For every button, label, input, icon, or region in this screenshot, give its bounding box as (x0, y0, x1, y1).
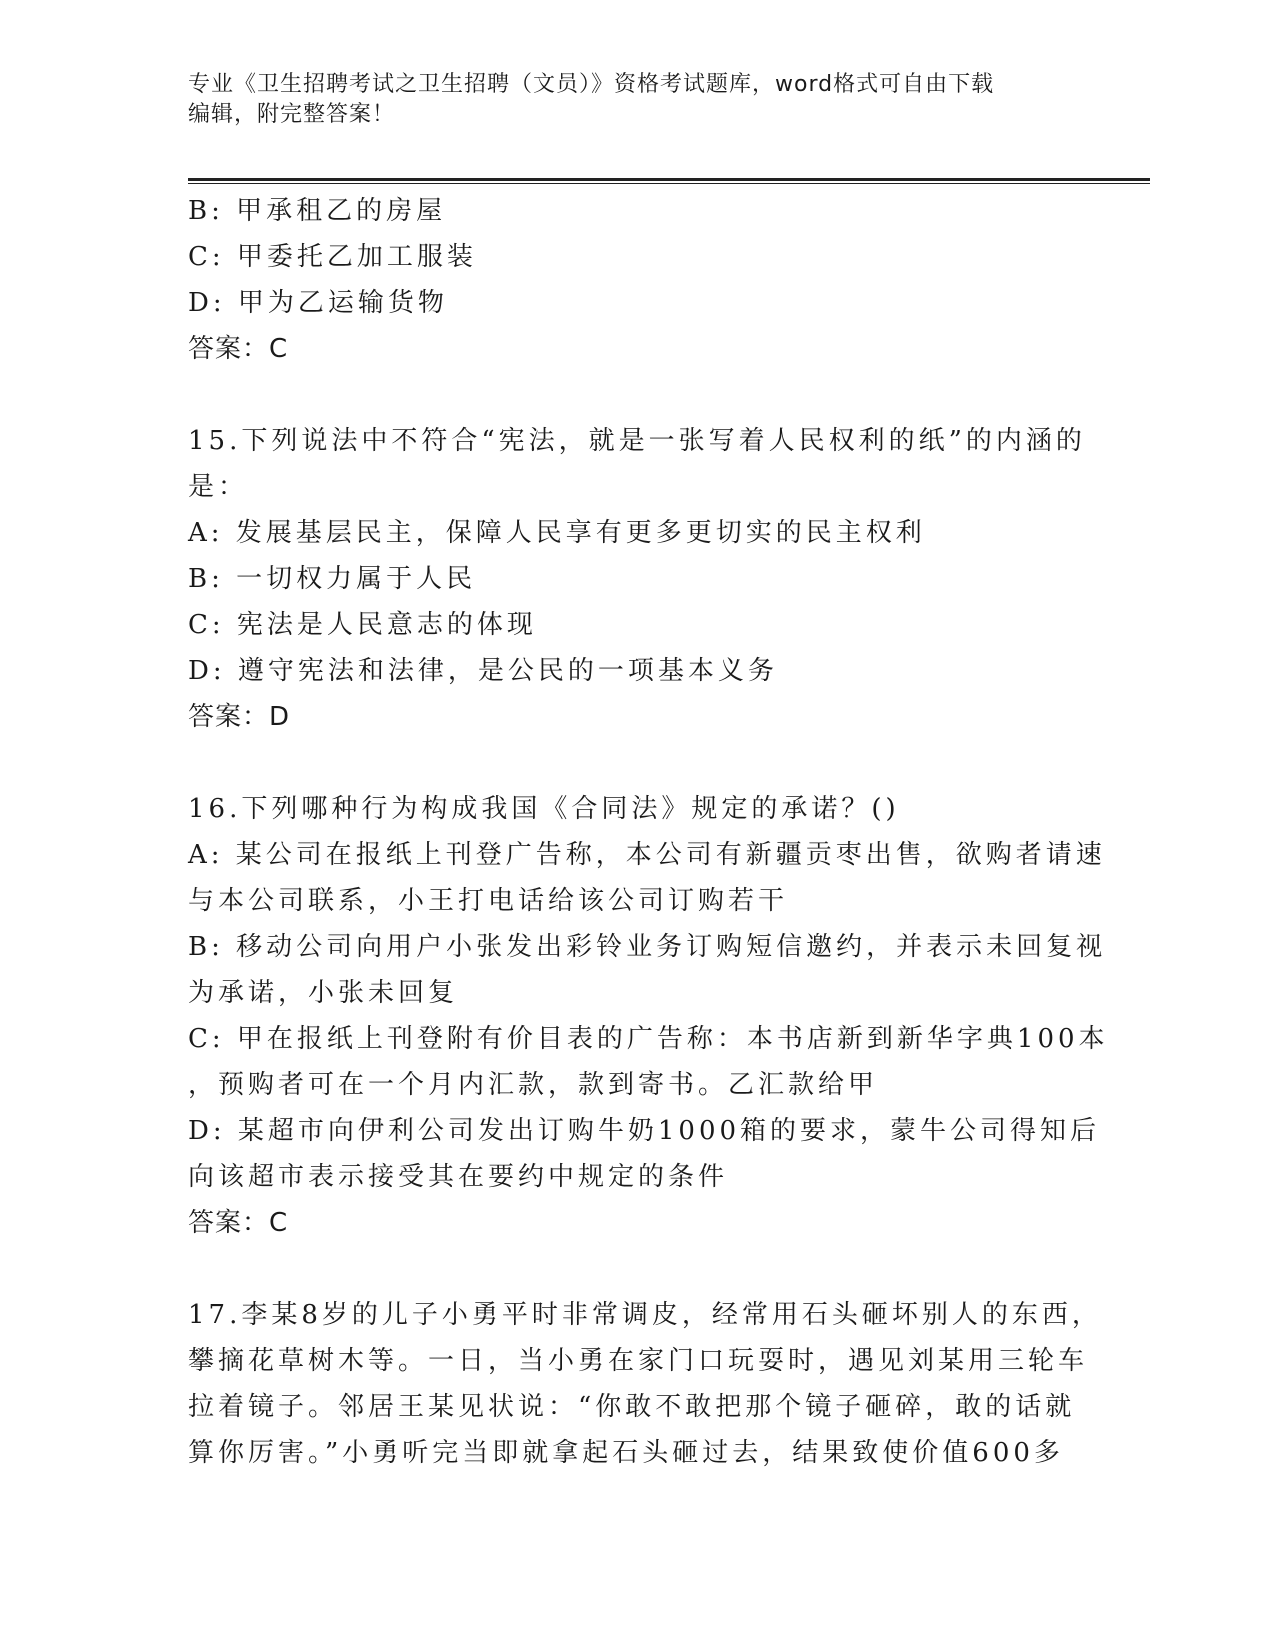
question-stem: 拉着镜子。邻居王某见状说：“你敢不敢把那个镜子砸碎，敢的话就 (188, 1392, 1076, 1422)
option-b: B: 甲承租乙的房屋 (188, 196, 447, 226)
question-stem: 算你厉害。”小勇听完当即就拿起石头砸过去，结果致使价值600多 (188, 1438, 1064, 1468)
page-header: 专业《卫生招聘考试之卫生招聘（文员）》资格考试题库，word格式可自由下载 编辑，附完整答案！ (188, 72, 995, 127)
option-c-cont: ，预购者可在一个月内汇款，款到寄书。乙汇款给甲 (188, 1070, 879, 1100)
option-d: D: 某超市向伊利公司发出订购牛奶1000箱的要求，蒙牛公司得知后 (188, 1116, 1101, 1146)
option-a: A: 某公司在报纸上刊登广告称，本公司有新疆贡枣出售，欲购者请速 (188, 840, 1106, 870)
option-b-cont: 为承诺，小张未回复 (188, 978, 459, 1008)
option-d-cont: 向该超市表示接受其在要约中规定的条件 (188, 1162, 729, 1192)
option-a-cont: 与本公司联系，小王打电话给该公司订购若干 (188, 886, 789, 916)
question-stem: 攀摘花草树木等。一日，当小勇在家门口玩耍时，遇见刘某用三轮车 (188, 1346, 1089, 1376)
answer: 答案：D (188, 702, 291, 732)
question-17 (188, 1292, 1102, 1476)
question-stem: 15.下列说法中不符合“宪法，就是一张写着人民权利的纸”的内涵的 (188, 426, 1086, 456)
answer: 答案：C (188, 334, 289, 364)
option-d: D: 甲为乙运输货物 (188, 288, 448, 318)
question-14-tail (188, 188, 1088, 372)
option-b: B: 移动公司向用户小张发出彩铃业务订购短信邀约，并表示未回复视 (188, 932, 1107, 962)
header-rule-thin (188, 183, 1150, 184)
document-body (188, 188, 1109, 1476)
spacer (188, 740, 1088, 786)
option-b: B: 一切权力属于人民 (188, 564, 477, 594)
question-16 (188, 786, 1109, 1246)
header-rule-thick (188, 178, 1150, 181)
question-stem: 是： (188, 472, 249, 502)
option-c: C: 甲委托乙加工服装 (188, 242, 477, 272)
option-c: C: 甲在报纸上刊登附有价目表的广告称：本书店新到新华字典100本 (188, 1024, 1109, 1054)
question-stem: 16.下列哪种行为构成我国《合同法》规定的承诺？() (188, 794, 900, 824)
spacer (188, 372, 1088, 418)
question-stem: 17.李某8岁的儿子小勇平时非常调皮，经常用石头砸坏别人的东西， (188, 1300, 1102, 1330)
spacer (188, 1246, 1088, 1292)
option-c: C: 宪法是人民意志的体现 (188, 610, 537, 640)
answer: 答案：C (188, 1208, 289, 1238)
option-d: D: 遵守宪法和法律，是公民的一项基本义务 (188, 656, 778, 686)
option-a: A: 发展基层民主，保障人民享有更多更切实的民主权利 (188, 518, 926, 548)
question-15 (188, 418, 1088, 740)
